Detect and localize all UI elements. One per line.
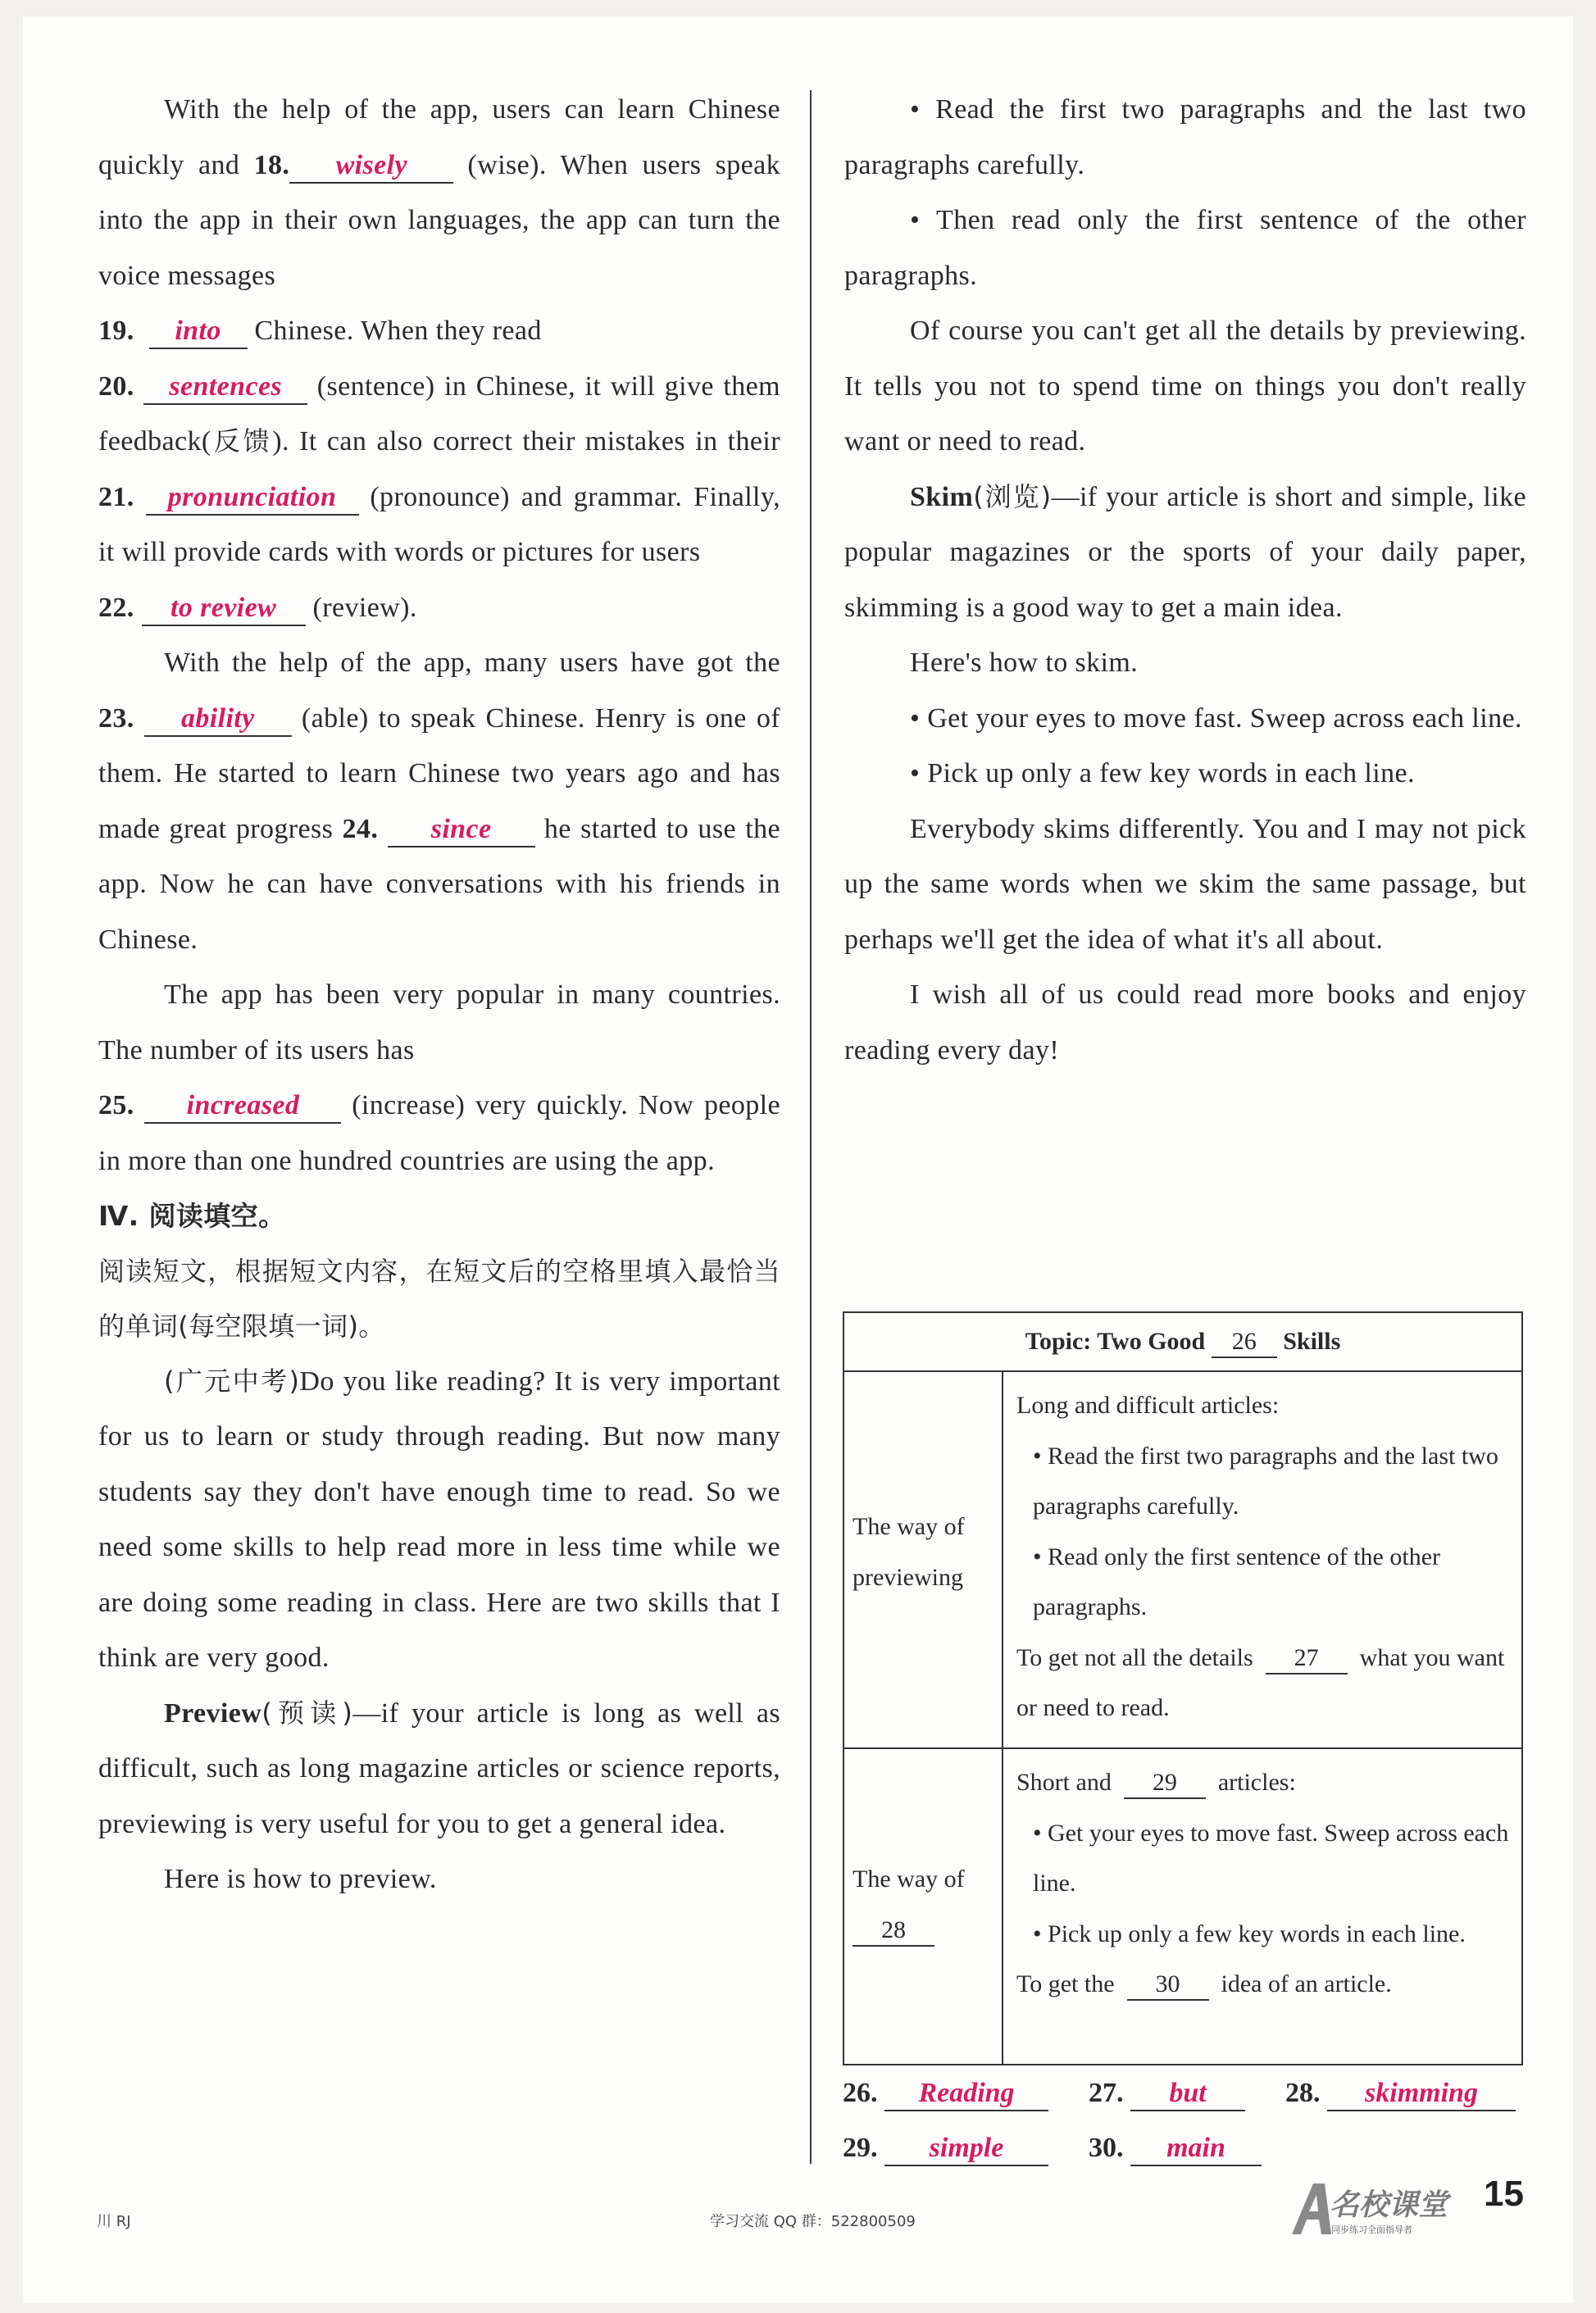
bullet-eyes-fast: • Get your eyes to move fast. Sweep across each line. (910, 702, 1522, 734)
bullet-key-words: • Pick up only a few key words in each line. (910, 758, 1415, 788)
paragraph-how-preview: Here is how to preview. (164, 1864, 437, 1894)
paragraph-preview: Preview(预读)—if your article is long as well as difficult, such as long magazine articles or science reports, previewing is very useful for you to get a general idea. (98, 1697, 780, 1839)
qq-group-label: 学习交流 QQ 群：522800509 (710, 2213, 916, 2230)
table-header: Topic: Two Good 26 Skills (844, 1313, 1521, 1372)
publisher-logo: 名校课堂 同步练习全面指导者 (1289, 2177, 1469, 2243)
paragraph-popularity: The app has been very popular in many countries. The number of its users has 25. increased (increase) very quickly. Now people in more than one hundred countries are using the app. (98, 979, 780, 1176)
paragraph-wish: I wish all of us could read more books and enjoy reading every day! (844, 979, 1526, 1066)
blank-20[interactable]: sentences (143, 370, 307, 405)
edition-label: 川 RJ (97, 2213, 131, 2230)
page-number: 15 (1484, 2174, 1524, 2214)
blank-22[interactable]: to review (142, 592, 306, 626)
summary-table (843, 1311, 1523, 2065)
paragraph-app-learning: With the help of the app, users can learn Chinese quickly and 18. wisely (wise). When users speak into the app in their own languages, the app can turn the voice messages 19. into Chinese. When they read 20. sentences (sentence) in Chinese, it will give them feedback(反馈). It can also correct their mistakes in their 21. pronunciation (pronounce) and grammar. Finally, it will provide cards with words or pictures for users 22. to review (review). (98, 82, 780, 635)
section-instruction: 阅读短文，根据短文内容，在短文后的空格里填入最恰当的单词(每空限填一词)。 (98, 1255, 780, 1342)
blank-23[interactable]: ability (144, 702, 292, 737)
table-blank-26[interactable]: 26 (1212, 1327, 1277, 1358)
answer-26: 26. Reading (843, 2065, 1048, 2120)
paragraph-skim: Skim(浏览)—if your article is short and simple, like popular magazines or the sports of your daily paper, skimming is a good way to get a main idea. (844, 480, 1526, 623)
table-blank-27[interactable]: 27 (1266, 1643, 1348, 1675)
paragraph-intro: (广元中考)Do you like reading? It is very important for us to learn or study through reading. But now many students say they don't have enough time to read. So we need some skills to help read more in less time while we are doing some reading in class. Here are two skills that I think are very good. (98, 1365, 780, 1673)
column-divider (810, 90, 812, 2164)
answer-28: 28. skimming (1285, 2065, 1516, 2120)
paragraph-henry: With the help of the app, many users have got the 23. ability (able) to speak Chinese. Henry is one of them. He started to learn Chinese two years ago and has made great progress 24. since he started to use the app. Now he can have conversations with his friends in Chinese. (98, 648, 781, 955)
worksheet-page (23, 16, 1573, 2303)
blank-24[interactable]: since (388, 813, 535, 847)
bullet-read-first-last: • Read the first two paragraphs and the last two paragraphs carefully. (844, 94, 1526, 180)
blank-19[interactable]: into (149, 315, 248, 349)
paragraph-how-skim: Here's how to skim. (910, 648, 1139, 678)
table-horizontal-rule (844, 1747, 1521, 1749)
paragraph-details: Of course you can't get all the details by previewing. It tells you not to spend time on things you don't really want or need to read. (844, 316, 1526, 457)
answer-29: 29. simple (843, 2120, 1048, 2175)
bullet-read-first-sentence: • Then read only the first sentence of the other paragraphs. (844, 205, 1526, 291)
blank-21[interactable]: pronunciation (146, 481, 359, 516)
row-previewing-label: The way of previewing (853, 1513, 965, 1591)
row-skimming-label: The way of 28 (853, 1854, 997, 1955)
section-title: Ⅳ. 阅读填空。 (98, 1200, 286, 1232)
table-blank-29[interactable]: 29 (1124, 1768, 1206, 1799)
right-column (844, 82, 1526, 1078)
blank-25[interactable]: increased (144, 1089, 341, 1124)
answer-27: 27. but (1089, 2065, 1245, 2120)
left-column (98, 82, 780, 1907)
table-blank-30[interactable]: 30 (1127, 1970, 1209, 2001)
blank-18[interactable]: wisely (289, 149, 453, 184)
table-blank-28[interactable]: 28 (853, 1915, 934, 1947)
row-skimming-content: Short and 29 articles: • Get your eyes to move fast. Sweep across each line. • Pick up only a few key words in each line. To get the 30 idea of an article. (1016, 1757, 1516, 2010)
answer-30: 30. main (1089, 2120, 1262, 2175)
table-vertical-rule (1002, 1370, 1003, 2064)
paragraph-everybody: Everybody skims differently. You and I may not pick up the same words when we skim the same passage, but perhaps we'll get the idea of what it's all about. (844, 813, 1526, 955)
row-previewing-content: Long and difficult articles: • Read the first two paragraphs and the last two paragraphs carefully. • Read only the first sentence of the other paragraphs. To get not all the details 27 what you want or need to read. (1016, 1392, 1505, 1721)
